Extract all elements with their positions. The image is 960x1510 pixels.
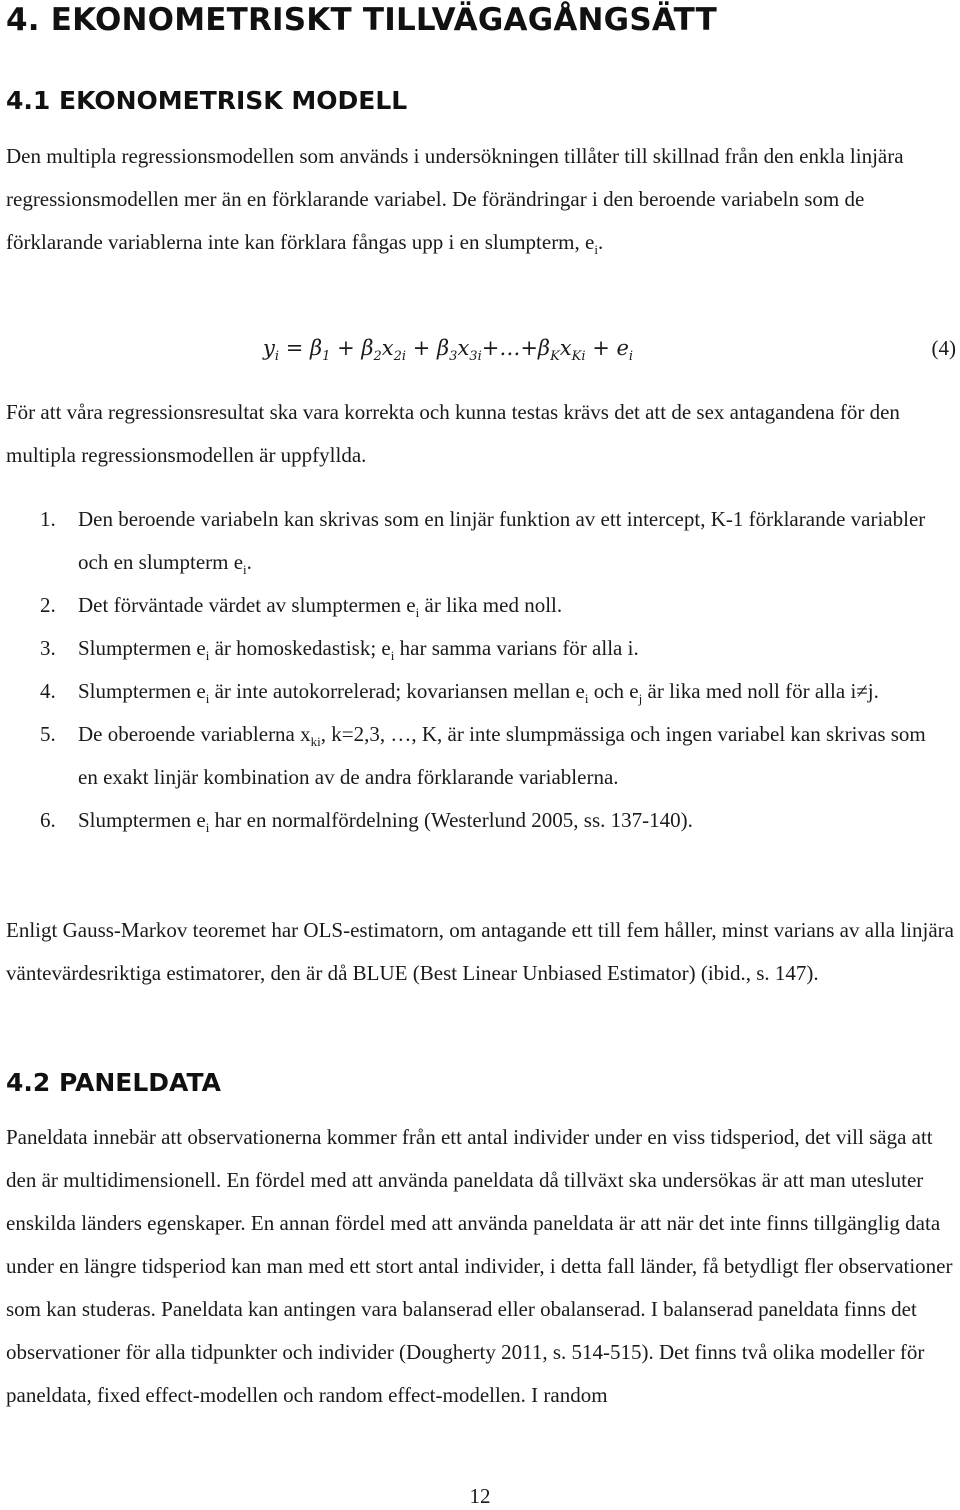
list-item: 1. Den beroende variabeln kan skrivas som en linjär funktion av ett intercept, K-1 förklarande variabler och en slumpterm $e_i$. — [40, 507, 926, 578]
list-item: 6. Slumptermen $e_i$ har en normalfördelning (Westerlund 2005, ss. 137-140). — [40, 808, 693, 836]
list-item: 5. De oberoende variablerna $x_{ki}$, k=2,3, …, K, är inte slumpmässiga och ingen variabel kan skrivas som en exakt linjär kombination av de andra förklarande variablerna. — [40, 722, 926, 789]
equation-number: (4) — [931, 336, 956, 360]
panel-data-paragraph: Paneldata innebär att observationerna kommer från ett antal individer under en viss tidsperiod, det vill säga att den är multidimensionell. En fördel med att använda paneldata då tillväxt ska undersökas är att man utesluter enskilda länders egenskaper. En annan fördel med att använda paneldata är att när det inte finns tillgänglig data under en längre tidsperiod kan man med ett stort antal individer, i detta fall länder, få betydligt fler observationer som kan studeras. Paneldata kan antingen vara balanserad eller obalanserad. I balanserad paneldata finns det observationer för alla tidpunkter och individer (Dougherty 2011, s. 514-515). Det finns två olika modeller för paneldata, fixed effect-modellen och random effect-modellen. I random — [6, 1125, 953, 1407]
list-item: 2. Det förväntade värdet av slumptermen $e_i$ är lika med noll. — [40, 593, 563, 621]
section-heading-panel-data: 4.2 PANELDATA — [6, 1068, 221, 1097]
section-heading-econometric-model: 4.1 EKONOMETRISK MODELL — [6, 86, 408, 115]
gauss-markov-paragraph: Enligt Gauss-Markov teoremet har OLS-estimatorn, om antagande ett till fem håller, minst varians av alla linjära väntevärdesriktiga estimatorer, den är då BLUE (Best Linear Unbiased Estimator) (ibid., s. 147). — [6, 918, 954, 985]
intro-paragraph: Den multipla regressionsmodellen som används i undersökningen tillåter till skillnad från den enkla linjära regressionsmodellen mer än en förklarande variabel. De förändringar i den beroende variabeln som de förklarande variablerna inte kan förklara fångas upp i en slumpterm, $e_i$. — [6, 144, 904, 258]
list-item: 4. Slumptermen $e_i$ är inte autokorrelerad; kovariansen mellan $e_i$ och $e_j$ är lika med noll för alla i≠j. — [40, 679, 879, 707]
chapter-heading: 4. EKONOMETRISKT TILLVÄGAGÅNGSÄTT — [6, 2, 718, 38]
page-number: 12 — [469, 1484, 491, 1508]
assumptions-intro-paragraph: För att våra regressionsresultat ska vara korrekta och kunna testas krävs det att de sex antagandena för den multipla regressionsmodellen är uppfyllda. — [6, 400, 900, 467]
regression-equation — [0, 332, 960, 372]
list-item: 3. Slumptermen $e_i$ är homoskedastisk; $e_i$ har samma varians för alla i. — [40, 636, 639, 664]
assumptions-list — [0, 498, 960, 842]
equation-formula: $y_i = \beta_1 + \beta_2x_{2i}$ + $\beta_3x_{3i}+\dots+\beta_Kx_{Ki} + e_i$ — [263, 336, 634, 365]
